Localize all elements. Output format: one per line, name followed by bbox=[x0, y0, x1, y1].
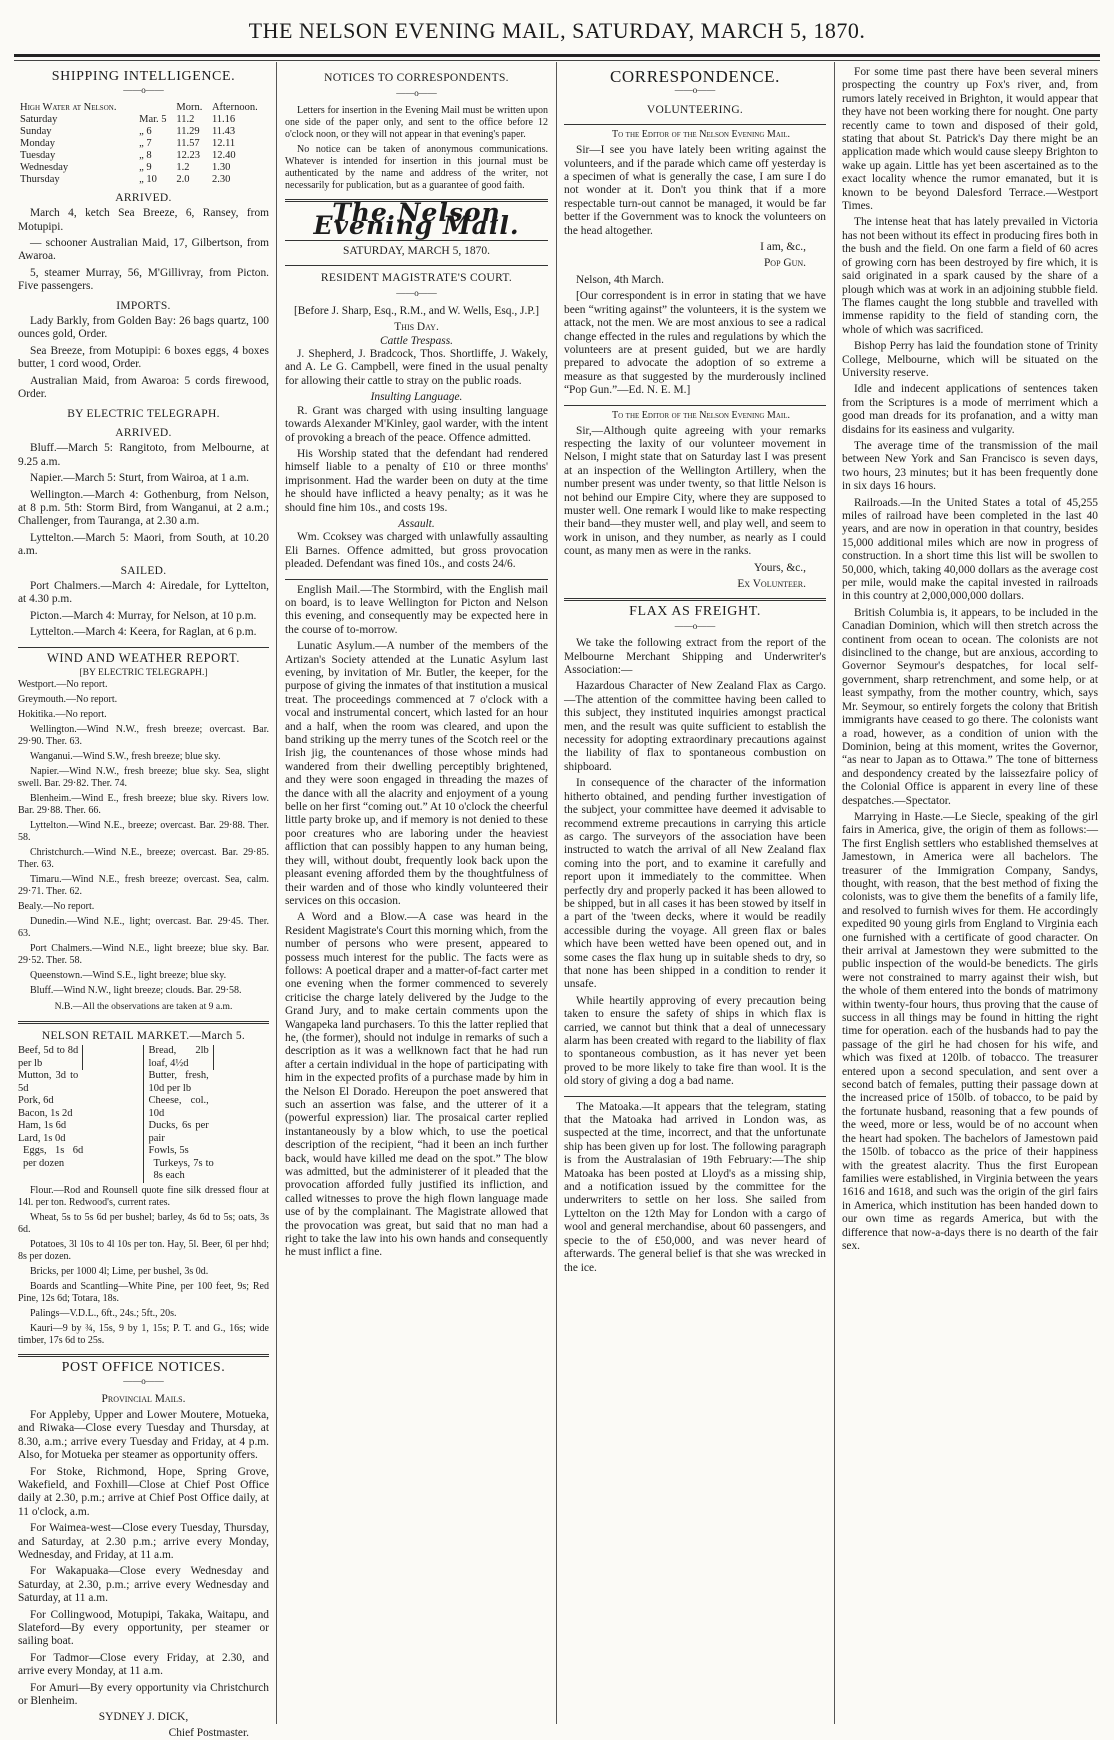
weather-entry: Bealy.—No report. bbox=[18, 901, 95, 913]
postmaster-name: SYDNEY J. DICK, bbox=[98, 1711, 189, 1724]
weather-entry: Port Chalmers.—Wind N.E., light breeze; blue sky. Bar. 29·52. Ther. 58. bbox=[18, 943, 269, 967]
ornament: ——o—— bbox=[674, 620, 716, 631]
letter-body: Sir,—Although quite agreeing with your remarks respecting the laxity of our volunteer movement in Nelson, I might state that on Saturday last I was present at an inspection of the Wellington Artillery, when the number present was under twenty, so that little Nelson is not behind our Empire City, where they are supposed to muster well. One remark I would like to make respecting their band—they muster well, and play well, and seem to work in unison, and they number, as nearly as I could count, as many men as were in the ranks. bbox=[564, 424, 826, 558]
flax-paragraph: In consequence of the character of the information hitherto obtained, and pending further investigation of the subject, your committee have deemed it advisable to recommend extreme precautions in carrying this article as cargo. The surveyors of the association have been instructed to watch the arrival of all New Zealand flax coming into the port, and to examine it carefully and report upon it immediately to the committee. When perfectly dry and properly packed it has been allowed to be shipped, but in all cases it has been stowed by itself in a part of the 'tween decks, where it would be readily accessible during the voyage. All green flax or bales which have been wetted have been opened out, and in some cases the flax hung up in suitable sheds to dry, so that none has been shipped in a condition to render it unsafe. bbox=[564, 777, 826, 991]
section-rule bbox=[18, 647, 269, 648]
weather-entry: Blenheim.—Wind E., fresh breeze; blue sky. Rivers low. Bar. 29·88. Ther. 66. bbox=[18, 793, 269, 817]
ornament: ——o—— bbox=[123, 85, 164, 96]
case-text: J. Shepherd, J. Bradcock, Thos. Shortliffe, J. Wakely, and A. Le G. Campbell, were fined in the usual penalty for allowing their cattle to stray on the public roads. bbox=[285, 348, 548, 387]
price-item: Pork, 6d bbox=[18, 1095, 54, 1107]
case-title: Insulting Language. bbox=[370, 391, 463, 404]
case-text: Wm. Ccoksey was charged with unlawfully assaulting Eli Barnes. Offence admitted, but gross provocation pleaded. Defendant was fined 10s., and costs 24/6. bbox=[285, 531, 548, 571]
tide-row: Wednesday „ 9 1.2 1.30 bbox=[20, 161, 231, 173]
news-paragraph: For some time past there have been several miners prospecting the country up Fox's river, and, from rumors lately received in Brighton, it would appear that they have not been working there for nought. One party recently came to town and disposed of their gold, stating that about St. Patrick's Day there might be an application made which would cause sleepy Brighton to wake up again. Little has yet been ascertained as to the exact locality whence the rumor emanated, but it is known to be beyond Dalesford Terrace.—Westport Times. bbox=[842, 66, 1098, 213]
news-paragraph: British Columbia is, it appears, to be included in the Canadian Dominion, which will then stretch across the continent from ocean to ocean. The colonists are not disinclined to the change, but are anxious, according to Governor Seymour's despatches, for local self-government, sharp retrenchment, and some help, or at least sympathy, from the mother country, which, says Mr. Seymour, so entirely forgets the colony that British immigrants have ceased to go there. The colonists want a road, however, as a condition of union with the Dominion, being at this moment, writes the Governor, “as near to Japan as to Ottawa.” The tone of bitterness and despondency created by the laissezfaire policy of the Colonial Office is apparent in every line of these despatches.—Spectator. bbox=[842, 606, 1098, 807]
weather-entry: Christchurch.—Wind N.E., breeze; overcast. Bar. 29·85. Ther. 63. bbox=[18, 847, 269, 871]
flax-paragraph: Hazardous Character of New Zealand Flax as Cargo.—The attention of the committee having been called to this subject, they instituted inquiries amongst practical men, and the result was quite sufficient to establish the necessity for adopting extraordinary precautions against the liability of flax to spontaneous combustion on shipboard. bbox=[564, 680, 826, 773]
section-rule bbox=[285, 579, 548, 580]
market-text: Flour.—Rod and Rounsell quote fine silk dressed flour at 14l. per ton. Redwood's, current rates. bbox=[18, 1184, 269, 1208]
weather-entry: Napier.—Wind N.W., fresh breeze; blue sky. Sea, slight swell. Bar. 29·82. Ther. 74. bbox=[18, 766, 269, 790]
price-item: Beef, 5d to 8d per lb bbox=[18, 1045, 83, 1070]
tide-row: Tuesday „ 8 12.23 12.40 bbox=[20, 149, 236, 161]
letter-closing: I am, &c., bbox=[760, 241, 806, 254]
post-entry: For Wakapuaka—Close every Wednesday and Saturday, at 2.30, p.m.; arrive every Wednesday and Saturday, at 11 a.m. bbox=[18, 1565, 269, 1605]
section-rule bbox=[18, 1354, 269, 1357]
price-item: Bacon, 1s 2d bbox=[18, 1107, 73, 1119]
weather-entry: Hokitika.—No report. bbox=[18, 709, 107, 721]
column-4 bbox=[842, 66, 1098, 1724]
post-subtitle: Provincial Mails. bbox=[101, 1392, 186, 1405]
notice-text: Letters for insertion in the Evening Mail must be written upon one side of the paper only, and sent to the office before 12 o'clock noon, or they will not appear in that evening's paper. bbox=[285, 104, 548, 140]
case-title: Assault. bbox=[398, 517, 435, 530]
ornament: ——o—— bbox=[123, 1376, 164, 1387]
editor-note: [Our correspondent is in error in stating that we have been “writing against” the volunteers, it is the system we attack, not the men. We are most anxious to see a radical change effected in the rules and regulations by which the volunteers are at present guided, but we are hardly prepared to advocate the adoption of so extreme a measure as that suggested by the murderously inclined “Pop Gun.”—Ed. N. E. M.] bbox=[564, 290, 826, 397]
price-item: Mutton, 3d to 5d bbox=[18, 1070, 79, 1094]
news-paragraph: Marrying in Haste.—Le Siecle, speaking of the girl fairs in America, give, the origin of them as follows:—The first English settlers who established themselves at Jamestown, in America were all bachelors. The treasurer of the Immigration Company, Sandys, thought, with reason, that the best method of fixing the colonists, was to give them the benefits of a family life, and resolved to furnish wives for them. He accordingly expedited 90 young girls from England to Virginia each one furnished with a certificate of good character. On their arrival at Jamestown they were submitted to the public inspection of the would-be benedicts. The girls were not constrained to marry against their wish, but the whole of them entered into the bonds of matrimony within twenty-four hours, thus proving that the cause of success in all things may be found in hitting the right time for operation. each of the husbands had to pay the passage of the girl he had chosen for his wife, and which was fixed at 120lb. of tobacco. The treasurer entered upon a second speculation, and sent over a second batch of females, putting their passage down at the increased price of 150lb. of tobacco, to be paid by the fortunate husband, reasoning that a few pounds of the weed, more or less, would be of no account when the heart had spoken. The bachelors of Jamestown paid the 150lb. of tobacco as the price of their happiness with the greatest alacrity. Thus the first European families were established, in Virginia between the years 1616 and 1618, and such was the origin of the girl fairs in America, which institution has been handed down to our own time as regards America, but with the difference that now-a-days there is no dearth of the fair sex. bbox=[842, 810, 1098, 1252]
telegraph-arrival: Napier.—March 5: Sturt, from Wairoa, at 1 a.m. bbox=[30, 472, 250, 485]
tide-table bbox=[18, 102, 269, 186]
arrival-entry: — schooner Australian Maid, 17, Gilbertson, from Awaroa. bbox=[18, 237, 269, 263]
column-1 bbox=[18, 66, 269, 1739]
post-entry: For Amuri—By every opportunity via Christchurch or Blenheim. bbox=[18, 1681, 269, 1708]
masthead-rule bbox=[14, 54, 1100, 57]
telegraph-arrival: Lyttelton.—March 5: Maori, from South, at 10.20 a.m. bbox=[18, 531, 269, 558]
notices-title: NOTICES TO CORRESPONDENTS. bbox=[324, 72, 509, 84]
news-paragraph: Lunatic Asylum.—A number of the members of the Artizan's Society attended at the Lunatic Asylum last evening, by invitation of Mr. Butler, the keeper, for the purpose of giving the inmates of that institution a musical treat. The proceedings commenced at 7 o'clock with a vocal and instrumental concert, which lasted for an hour and a half, when the room was cleared, and upon the band striking up the merry tunes of the Scotch reel or the Irish jig, the countenances of those whose minds had wandered from their dwelling perceptibly brightened, and they were soon engaged in threading the mazes of the dance with all the alacrity and enjoyment of a young belle on her first “coming out.” At 10 o'clock the cheerful little party broke up, and if memory is not denied to these poor creatures who are laboring under the heaviest affliction that can possibly happen to any human being, they will, without doubt, frequently look back upon the pleasant evening afforded them by the thoughtfulness of their warden and of those who kindly volunteered their services on this occasion. bbox=[285, 640, 548, 907]
market-text: Bricks, per 1000 4l; Lime, per bushel, 3s 0d. bbox=[30, 1265, 209, 1277]
news-paragraph: Railroads.—In the United States a total of 45,255 miles of railroad have been completed in the last 40 years, and are now in operation in that country, besides 15,000 additional miles which are now in progress of construction. In a short time this list will be swollen to 50,000, which, taking 40,000 dollars as the average cost per mile, would make the capital invested in railroads in this country at 2,000,000,000 dollars. bbox=[842, 496, 1098, 603]
section-rule bbox=[564, 1096, 826, 1097]
court-day: This Day. bbox=[394, 321, 439, 334]
arrived-title: ARRIVED. bbox=[115, 191, 172, 204]
post-entry: For Collingwood, Motupipi, Takaka, Waitapu, and Slateford—By every opportunity, per steamer or sailing boat. bbox=[18, 1608, 269, 1648]
market-text: Wheat, 5s to 5s 6d per bushel; barley, 4s 6d to 5s; oats, 3s 6d. bbox=[18, 1211, 269, 1235]
news-paragraph: Bishop Perry has laid the foundation stone of Trinity College, Melbourne, which will be situated on the University reserve. bbox=[842, 340, 1098, 379]
import-entry: Sea Breeze, from Motupipi: 6 boxes eggs, 4 boxes butter, 1 cord wood, Order. bbox=[18, 344, 269, 371]
flax-paragraph: We take the following extract from the report of the Melbourne Merchant Shipping and Underwriter's Association:— bbox=[564, 637, 826, 677]
column-divider bbox=[276, 62, 277, 1724]
letter-address: To the Editor of the Nelson Evening Mail. bbox=[612, 409, 790, 421]
correspondence-title: CORRESPONDENCE. bbox=[609, 67, 781, 86]
news-paragraph: Idle and indecent applications of sentences taken from the Scriptures is a mode of merriment which a good man dreads for its profanation, and a witty man disdains for its easiness and vulgarity. bbox=[842, 383, 1098, 436]
sailed-entry: Port Chalmers.—March 4: Airedale, for Lyttelton, at 4.30 p.m. bbox=[18, 579, 269, 606]
court-title: RESIDENT MAGISTRATE'S COURT. bbox=[320, 272, 513, 285]
post-office-title: POST OFFICE NOTICES. bbox=[61, 1359, 226, 1375]
weather-note: N.B.—All the observations are taken at 9 a.m. bbox=[54, 1001, 233, 1013]
price-item: Cheese, col., 10d bbox=[148, 1095, 209, 1119]
tide-header: Afternoon. bbox=[211, 101, 258, 113]
dateline: SATURDAY, MARCH 5, 1870. bbox=[343, 244, 490, 257]
ornament: ——o—— bbox=[396, 88, 437, 99]
arrival-entry: March 4, ketch Sea Breeze, 6, Ransey, from Motupipi. bbox=[18, 207, 269, 233]
letter-body: Sir—I see you have lately been writing against the volunteers, and if the parade which came off yesterday is a specimen of what is generally the case, I am sure I do not wonder at it. Don't you think that if a more respectable turn-out cannot be managed, it would be far better if the Government was to knock the volunteers on the head altogether. bbox=[564, 144, 826, 237]
tide-row: Saturday Mar. 5 11.2 11.16 bbox=[20, 113, 236, 125]
import-entry: Australian Maid, from Awaroa: 5 cords firewood, Order. bbox=[18, 374, 269, 401]
section-rule bbox=[285, 265, 548, 266]
tide-row: Monday „ 7 11.57 12.11 bbox=[20, 137, 236, 149]
matoaka-paragraph: The Matoaka.—It appears that the telegram, stating that the Matoaka had arrived in London was, as suspected at the time, incorrect, and that the unfortunate ship has been given up for lost. The following paragraph is from the Australasian of 19th February:—The ship Matoaka has been posted at Lloyd's as a missing ship, and a notification issued by the committee for the underwriters to settle on her loss. She sailed from Lyttelton on the 12th May for London with a cargo of wool and general merchandise, about 60 passengers, and specie to the of £50,000, and was never heard of afterwards. The general belief is that she was wrecked in the ice. bbox=[564, 1100, 826, 1274]
tel-arrived-title: ARRIVED. bbox=[115, 426, 172, 439]
letter-address: To the Editor of the Nelson Evening Mail. bbox=[612, 129, 790, 141]
news-paragraph: The average time of the transmission of the mail between New York and San Francisco is seven days, two hours, 23 minutes; but it has been frequently done in six days 16 hours. bbox=[842, 439, 1098, 493]
post-entry: For Waimea-west—Close every Tuesday, Thursday, and Saturday, at 2.30 p.m.; arrive every Monday, Wednesday, and Friday, at 11 a.m. bbox=[18, 1522, 269, 1561]
weather-entry: Greymouth.—No report. bbox=[18, 694, 118, 706]
price-item: Eggs, 1s 6d per dozen bbox=[23, 1145, 84, 1169]
postmaster-title: Chief Postmaster. bbox=[168, 1726, 249, 1739]
news-paragraph: English Mail.—The Stormbird, with the English mail on board, is to leave Wellington for Picton and Nelson this evening, and consequently may be expected here in the course of to-morrow. bbox=[285, 583, 548, 636]
market-text: Boards and Scantling—White Pine, per 100 feet, 9s; Red Pine, 12s 6d; Totara, 18s. bbox=[18, 1280, 269, 1304]
telegraph-title: BY ELECTRIC TELEGRAPH. bbox=[67, 407, 220, 420]
column-2 bbox=[285, 66, 548, 1724]
weather-title: WIND AND WEATHER REPORT. bbox=[46, 650, 241, 665]
case-text: His Worship stated that the defendant had rendered himself liable to a penalty of £10 or three months' imprisonment. Had the warder been on duty at the time he should have inflicted a heavy penalty; as it was he should fine him 10s., and costs 19s. bbox=[285, 447, 548, 514]
post-entry: For Appleby, Upper and Lower Moutere, Motueka, and Riwaka—Close every Tuesday and Thursday, at 8.30, a.m.; arrive every Tuesday and Friday, at 4 p.m. Also, for Motueka per steamer as opportunity offers. bbox=[18, 1408, 269, 1462]
telegraph-arrival: Bluff.—March 5: Rangitoto, from Melbourne, at 9.25 a.m. bbox=[18, 442, 269, 468]
letter-place: Nelson, 4th March. bbox=[576, 273, 664, 286]
weather-entry: Timaru.—Wind N.E., fresh breeze; overcast. Sea, calm. 29·71. Ther. 62. bbox=[18, 874, 269, 898]
flax-paragraph: While heartily approving of every precaution being taken to ensure the safety of ships in which flax is carried, we cannot but think that a deal of unnecessary alarm has been created with regard to the liability of flax to spontaneous combustion, as it has never yet been proved to be more likely to take fire than wool. It is the old story of giving a dog a bad name. bbox=[564, 994, 826, 1088]
section-rule bbox=[564, 405, 826, 406]
weather-entry: Wanganui.—Wind S.W., fresh breeze; blue sky. bbox=[30, 751, 221, 763]
weather-entry: Queenstown.—Wind S.E., light breeze; blue sky. bbox=[30, 970, 227, 982]
market-prices bbox=[18, 1045, 269, 1183]
ornament: ——o—— bbox=[396, 288, 437, 299]
masthead: THE NELSON EVENING MAIL, SATURDAY, MARCH 5, 1870. bbox=[248, 18, 866, 43]
weather-entry: Westport.—No report. bbox=[18, 679, 108, 691]
column-divider bbox=[556, 62, 557, 1724]
weather-entry: Wellington.—Wind N.W., fresh breeze; overcast. Bar. 29·90. Ther. 63. bbox=[18, 724, 269, 748]
sailed-entry: Lyttelton.—March 4: Keera, for Raglan, at 6 p.m. bbox=[30, 626, 257, 639]
weather-entry: Lyttelton.—Wind N.E., breeze; overcast. Bar. 29·88. Ther. 58. bbox=[18, 820, 269, 844]
market-text: Palings—V.D.L., 6ft., 24s.; 5ft., 20s. bbox=[30, 1307, 177, 1319]
masthead-rule-thin bbox=[14, 60, 1100, 61]
ornament: ——o—— bbox=[674, 85, 716, 96]
post-entry: For Stoke, Richmond, Hope, Spring Grove, Wakefield, and Foxhill—Close at Chief Post Office daily at 2.30, p.m.; arrive at Chief Post Office daily, at 11 o'clock, a.m. bbox=[18, 1465, 269, 1518]
weather-entry: Bluff.—Wind N.W., light breeze; clouds. Bar. 29·58. bbox=[30, 985, 242, 997]
news-paragraph: A Word and a Blow.—A case was heard in the Resident Magistrate's Court this morning which, from the number of persons who were present, appeared to possess much interest for the public. The facts were as follows: A poetical draper and a matter-of-fact carter met one evening when the former commenced to severely criticise the charge lately delivered by the Judge to the Grand Jury, and to make certain comments upon the Wangapeka land purchasers. To this the latter replied that he, (the former), should not indulge in remarks of such a description as it was a wellknown fact that he had run after a certain individual in the hope of participating with him in the expected profits of a purchase made by him in the Nelson El Dorado. Hereupon the poet answered that such an assertion was false, and the utterer of it a (powerful expression) liar. The prosaical carter replied instantaneously by a blow which, to use the poetical description of the recipient, “had it been an inch further back, would have killed me dead on the spot.” The blow was admitted, but the administerer of it pleaded that the provocation afforded fully justified its infliction, and called witnesses to prove the high flown language made use of by the complainant. The Magistrate allowed that the provocation was great, but said that no man had a right to take the law into his own hands and consequently he must inflict a fine. bbox=[285, 911, 548, 1259]
letter-closing: Yours, &c., bbox=[753, 561, 806, 574]
column-divider bbox=[834, 62, 835, 1724]
market-text: Kauri—9 by ¾, 15s, 9 by 1, 15s; P. T. and G., 16s; wide timber, 17s 6d to 25s. bbox=[18, 1322, 269, 1346]
price-item: Ducks, 6s per pair bbox=[148, 1120, 209, 1144]
price-item: Lard, 1s 0d bbox=[18, 1132, 66, 1144]
court-bench: [Before J. Sharp, Esq., R.M., and W. Wells, Esq., J.P.] bbox=[293, 304, 540, 317]
newspaper-nameplate: The Nelson Evening Mail. bbox=[313, 197, 520, 241]
section-rule bbox=[564, 124, 826, 125]
weather-subtitle: [BY ELECTRIC TELEGRAPH.] bbox=[79, 667, 208, 678]
notice-text: No notice can be taken of anonymous communications. Whatever is intended for insertion in this journal must be authenticated by the name and address of the writer, not necessarily for publication, but as a guarantee of good faith. bbox=[285, 143, 548, 191]
market-text: Potatoes, 3l 10s to 4l 10s per ton. Hay, 5l. Beer, 6l per hhd; 8s per dozen. bbox=[18, 1238, 269, 1262]
section-rule bbox=[564, 598, 826, 601]
case-title: Cattle Trespass. bbox=[380, 334, 453, 347]
arrival-entry: 5, steamer Murray, 56, M'Gillivray, from Picton. Five passengers. bbox=[18, 266, 269, 293]
sailed-title: SAILED. bbox=[120, 564, 167, 577]
volunteering-title: VOLUNTEERING. bbox=[646, 103, 744, 116]
letter-signature: Ex Volunteer. bbox=[737, 578, 806, 590]
imports-title: IMPORTS. bbox=[116, 299, 171, 312]
letter-signature: Pop Gun. bbox=[763, 257, 806, 270]
column-3 bbox=[564, 66, 826, 1724]
import-entry: Lady Barkly, from Golden Bay: 26 bags quartz, 100 ounces gold, Order. bbox=[18, 315, 269, 341]
sailed-entry: Picton.—March 4: Murray, for Nelson, at 10 p.m. bbox=[30, 609, 257, 622]
telegraph-arrival: Wellington.—March 4: Gothenburg, from Nelson, at 8 p.m. 5th: Storm Bird, from Wanganui, at 2 a.m.; Challenger, from Tauranga, at 2.30 a.m. bbox=[18, 488, 269, 528]
section-rule bbox=[18, 1021, 269, 1024]
tide-row: Sunday „ 6 11.29 11.43 bbox=[20, 125, 236, 137]
price-item: Butter, fresh, 10d per lb bbox=[148, 1070, 209, 1094]
shipping-title: SHIPPING INTELLIGENCE. bbox=[51, 69, 236, 84]
market-title: NELSON RETAIL MARKET.—March 5. bbox=[41, 1029, 246, 1042]
tide-header: Morn. bbox=[176, 101, 203, 113]
price-item: Fowls, 5s bbox=[148, 1145, 189, 1157]
case-text: R. Grant was charged with using insulting language towards Alexander M'Kinley, gaol warder, with the intent of provoking a breach of the peace. Offence admitted. bbox=[285, 404, 548, 444]
post-entry: For Tadmor—Close every Friday, at 2.30, and arrive every Monday, at 11 a.m. bbox=[18, 1651, 269, 1678]
tide-row: Thursday „ 10 2.0 2.30 bbox=[20, 173, 231, 185]
price-item: Bread, 2lb loaf, 4½d bbox=[149, 1045, 214, 1070]
price-item: Ham, 1s 6d bbox=[18, 1120, 67, 1132]
tide-header: High Water at Nelson. bbox=[20, 101, 117, 113]
news-paragraph: The intense heat that has lately prevailed in Victoria has not been without its effect in producing fires both in the bush and the field. On one farm a field of 60 acres of growing corn has been destroyed by fire which, it is said originated in a spark caused by the share of a plough which was at work in an adjoining stubble field. The flames caught the long stubble and travelled with immense rapidity to the field of standing corn, the whole of which was sacrificed. bbox=[842, 216, 1098, 336]
weather-entry: Dunedin.—Wind N.E., light; overcast. Bar. 29·45. Ther. 63. bbox=[18, 916, 269, 940]
flax-title: FLAX AS FREIGHT. bbox=[629, 604, 761, 620]
price-item: Turkeys, 7s to 8s each bbox=[153, 1157, 214, 1182]
